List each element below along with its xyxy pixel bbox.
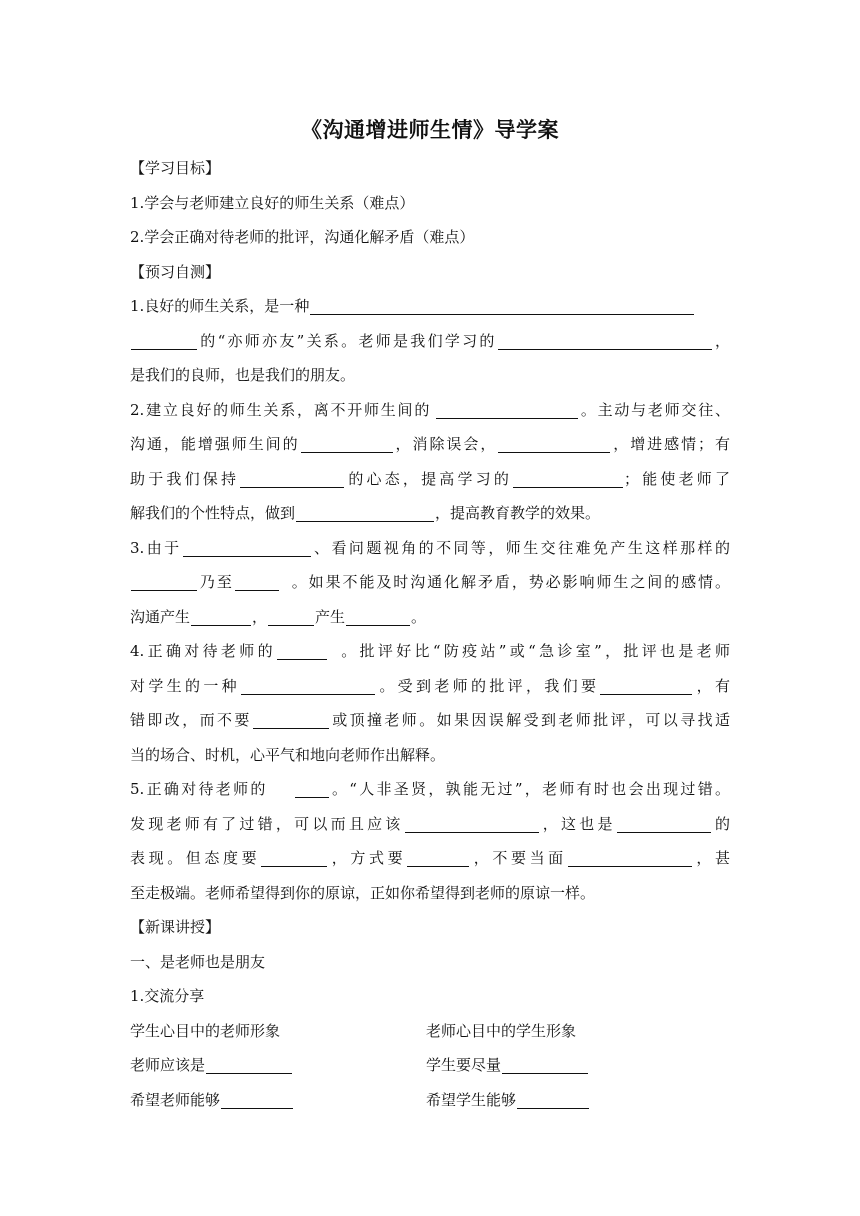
q5-text: ，不要当面 xyxy=(470,849,567,867)
answer-blank[interactable] xyxy=(183,539,311,557)
answer-blank[interactable] xyxy=(502,1056,588,1074)
answer-blank[interactable] xyxy=(568,849,692,867)
q4-line-1 xyxy=(130,634,730,669)
q5-line-2 xyxy=(130,807,730,842)
answer-blank[interactable] xyxy=(498,435,610,453)
q1-line-2 xyxy=(130,324,730,359)
answer-blank[interactable] xyxy=(268,608,314,626)
answer-blank[interactable] xyxy=(295,780,329,798)
part-1-heading: 一、是老师也是朋友 xyxy=(130,952,266,971)
q5-text: ，甚 xyxy=(692,849,730,867)
answer-blank[interactable] xyxy=(301,435,393,453)
worksheet-body xyxy=(130,151,730,1117)
q3-text: 沟通产生 xyxy=(130,607,191,626)
q2-text: 的心态，提高学习的 xyxy=(345,469,513,488)
student-view-heading: 学生心目中的老师形象 xyxy=(130,1021,281,1040)
section-heading-lesson: 【新课讲授】 xyxy=(130,918,221,936)
answer-blank[interactable] xyxy=(253,711,329,729)
compare-cell xyxy=(426,1083,590,1118)
answer-blank[interactable] xyxy=(517,1091,589,1109)
answer-blank[interactable] xyxy=(221,1091,293,1109)
q3-text: 3.由于 xyxy=(130,538,182,557)
section-heading-objectives: 【学习目标】 xyxy=(130,159,221,177)
q5-text: ，方式要 xyxy=(328,849,407,867)
q4-line-4: 当的场合、时机，心平气和地向老师作出解释。 xyxy=(130,745,446,764)
q5-text: 发现老师有了过错，可以而且应该 xyxy=(130,814,404,833)
compare-label: 希望学生能够 xyxy=(426,1090,517,1109)
q2-line-2 xyxy=(130,427,730,462)
q2-text: 解我们的个性特点，做到 xyxy=(130,504,296,522)
q5-line-4: 至走极端。老师希望得到你的原谅，正如你希望得到老师的原谅一样。 xyxy=(130,883,596,902)
objective-2: 2.学会正确对待老师的批评，沟通化解矛盾（难点） xyxy=(130,228,475,246)
q3-line-1 xyxy=(130,531,730,566)
answer-blank[interactable] xyxy=(191,608,251,626)
q3-text: 产生 xyxy=(315,607,346,626)
q2-line-1 xyxy=(130,393,730,428)
answer-blank[interactable] xyxy=(513,470,623,488)
objective-1: 1.学会与老师建立良好的师生关系（难点） xyxy=(130,193,415,212)
answer-blank[interactable] xyxy=(131,573,197,591)
q1-text: ， xyxy=(712,331,730,350)
compare-row-2 xyxy=(130,1083,730,1118)
q5-text: 5.正确对待老师的 xyxy=(130,780,268,798)
q3-text: ， xyxy=(252,607,268,626)
answer-blank[interactable] xyxy=(600,677,692,695)
q3-line-3 xyxy=(130,600,730,635)
q4-line-2 xyxy=(130,669,730,704)
answer-blank[interactable] xyxy=(346,608,410,626)
section-heading-preview: 【预习自测】 xyxy=(130,262,221,281)
compare-label: 老师应该是 xyxy=(130,1056,206,1074)
q4-line-3 xyxy=(130,703,730,738)
answer-blank[interactable] xyxy=(436,401,578,419)
q4-text: 对学生的一种 xyxy=(130,676,240,695)
compare-header-row xyxy=(130,1014,730,1049)
q1-text: 的“亦师亦友”关系。老师是我们学习的 xyxy=(198,331,497,350)
answer-blank[interactable] xyxy=(131,332,197,350)
q2-text: ，消除误会， xyxy=(393,435,498,453)
answer-blank[interactable] xyxy=(617,815,711,833)
compare-label: 希望老师能够 xyxy=(130,1090,221,1109)
share-heading: 1.交流分享 xyxy=(130,987,205,1005)
q5-text: 表现。但态度要 xyxy=(130,849,261,867)
q5-line-3 xyxy=(130,841,730,876)
q2-text: ，提高教育教学的效果。 xyxy=(435,504,601,522)
q1-line-3: 是我们的良师，也是我们的朋友。 xyxy=(130,366,356,384)
q2-text: 。主动与老师交往、 xyxy=(579,400,730,419)
q4-text: 4.正确对待老师的 xyxy=(130,642,276,660)
answer-blank[interactable] xyxy=(407,849,469,867)
q2-line-4 xyxy=(130,496,730,531)
answer-blank[interactable] xyxy=(498,332,712,350)
q5-text: 。“人非圣贤，孰能无过”，老师有时也会出现过错。 xyxy=(329,780,731,798)
q4-text: 或顶撞老师。如果因误解受到老师批评，可以寻找适 xyxy=(329,711,730,729)
q3-text: 、看问题视角的不同等，师生交往难免产生这样那样的 xyxy=(311,538,730,557)
q3-text: 乃至 xyxy=(198,573,234,591)
q5-text: ，这也是 xyxy=(539,814,616,833)
answer-blank[interactable] xyxy=(296,504,434,522)
q4-text: 。受到老师的批评，我们要 xyxy=(376,676,600,695)
q3-text: 。 xyxy=(411,607,427,626)
compare-label: 学生要尽量 xyxy=(426,1056,502,1074)
answer-blank[interactable] xyxy=(240,470,344,488)
compare-cell xyxy=(130,1048,426,1083)
q2-text: ；能使老师了 xyxy=(624,469,730,488)
q3-text: 。如果不能及时沟通化解矛盾，势必影响师生之间的感情。 xyxy=(289,573,730,591)
compare-row-1 xyxy=(130,1048,730,1083)
q5-line-1 xyxy=(130,772,730,807)
q1-line-1 xyxy=(130,289,730,324)
compare-cell xyxy=(426,1048,589,1083)
teacher-view-heading: 老师心目中的学生形象 xyxy=(426,1021,577,1040)
q1-text: 1.良好的师生关系，是一种 xyxy=(130,297,310,315)
q2-text: 助于我们保持 xyxy=(130,469,240,488)
answer-blank[interactable] xyxy=(277,642,327,660)
page-title: 《沟通增进师生情》导学案 xyxy=(301,118,559,142)
q2-text: ，增进感情；有 xyxy=(611,435,730,453)
answer-blank[interactable] xyxy=(206,1056,292,1074)
compare-cell xyxy=(130,1083,426,1118)
answer-blank[interactable] xyxy=(405,815,539,833)
answer-blank[interactable] xyxy=(235,573,279,591)
q2-line-3 xyxy=(130,462,730,497)
answer-blank[interactable] xyxy=(241,677,375,695)
q4-text: 错即改，而不要 xyxy=(130,711,252,729)
q3-line-2 xyxy=(130,565,730,600)
q4-text: ，有 xyxy=(693,676,730,695)
q2-text: 沟通，能增强师生间的 xyxy=(130,435,300,453)
q4-text: 。批评好比“防疫站”或“急诊室”，批评也是老师 xyxy=(337,642,731,660)
answer-blank[interactable] xyxy=(310,297,694,315)
q2-text: 2.建立良好的师生关系，离不开师生间的 xyxy=(130,400,432,419)
answer-blank[interactable] xyxy=(261,849,327,867)
q5-text: 的 xyxy=(711,814,730,833)
